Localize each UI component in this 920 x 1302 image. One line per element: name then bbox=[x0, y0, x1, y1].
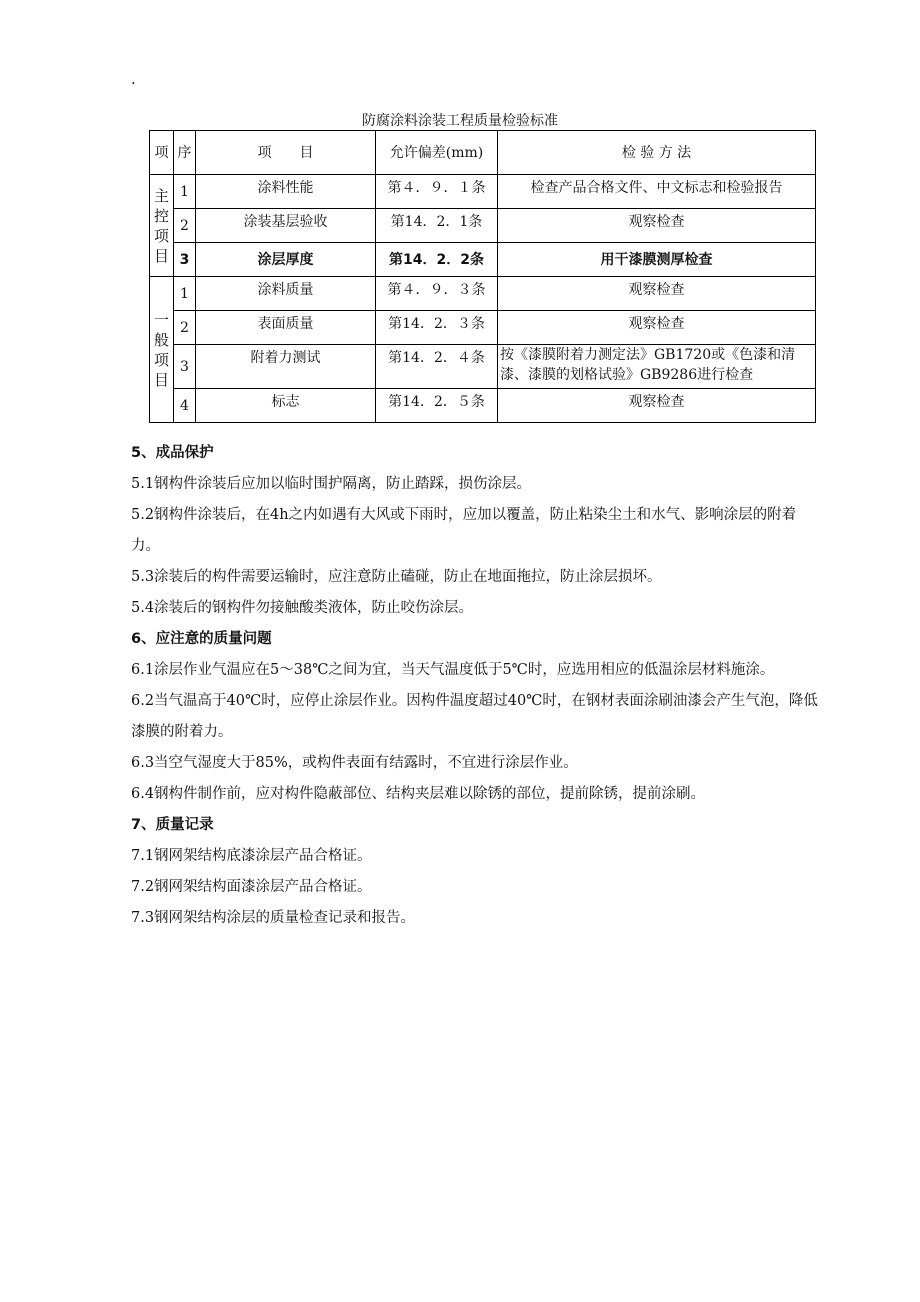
row-item: 附着力测试 bbox=[196, 345, 376, 389]
row-seq: 1 bbox=[174, 277, 196, 311]
section-heading-7: 7、质量记录 bbox=[131, 817, 214, 833]
leading-dot: . bbox=[131, 70, 136, 88]
section-heading-5: 5、成品保护 bbox=[131, 445, 214, 461]
paragraph-6-2: 6.2当气温高于40℃时，应停止涂层作业。因构件温度超过40℃时，在钢材表面涂刷油漆会产生气泡，降低漆膜的附着力。 bbox=[131, 693, 818, 740]
header-method: 检 验 方 法 bbox=[498, 131, 816, 175]
row-seq: 1 bbox=[174, 175, 196, 209]
table-row bbox=[150, 345, 816, 389]
row-item: 涂料质量 bbox=[196, 277, 376, 311]
row-tolerance: 第14．2．1条 bbox=[376, 209, 498, 243]
row-tolerance: 第14．2．５条 bbox=[376, 389, 498, 423]
header-seq: 序 bbox=[174, 131, 196, 175]
row-tolerance: 第14．2．４条 bbox=[376, 345, 498, 389]
paragraph-6-4: 6.4钢构件制作前，应对构件隐蔽部位、结构夹层难以除锈的部位，提前除锈，提前涂刷。 bbox=[131, 786, 706, 802]
document-body bbox=[131, 438, 821, 934]
table-row bbox=[150, 243, 816, 277]
paragraph-7-3: 7.3钢网架结构涂层的质量检查记录和报告。 bbox=[131, 910, 416, 926]
row-method: 观察检查 bbox=[498, 277, 816, 311]
row-tolerance: 第14．2．2条 bbox=[376, 243, 498, 277]
row-method: 用干漆膜测厚检查 bbox=[498, 243, 816, 277]
paragraph-7-1: 7.1钢网架结构底漆涂层产品合格证。 bbox=[131, 848, 372, 864]
row-method: 检查产品合格文件、中文标志和检验报告 bbox=[498, 175, 816, 209]
inspection-standard-table bbox=[149, 130, 816, 423]
table-title: 防腐涂料涂装工程质量检验标准 bbox=[362, 113, 558, 129]
paragraph-6-1: 6.1涂层作业气温应在5～38℃之间为宜，当天气温度低于5℃时，应选用相应的低温涂层材料施涂。 bbox=[131, 662, 775, 678]
header-category: 项 bbox=[150, 131, 174, 175]
paragraph-5-4: 5.4涂装后的钢构件勿接触酸类液体，防止咬伤涂层。 bbox=[131, 600, 474, 616]
header-tolerance: 允许偏差(mm) bbox=[376, 131, 498, 175]
paragraph-5-2: 5.2钢构件涂装后，在4h之内如遇有大风或下雨时，应加以覆盖，防止粘染尘土和水气、影响涂层的附着力。 bbox=[131, 507, 797, 554]
row-method: 观察检查 bbox=[498, 209, 816, 243]
table-row bbox=[150, 175, 816, 209]
row-seq: 4 bbox=[174, 389, 196, 423]
paragraph-5-3: 5.3涂装后的构件需要运输时，应注意防止磕碰，防止在地面拖拉，防止涂层损坏。 bbox=[131, 569, 662, 585]
row-method: 按《漆膜附着力测定法》GB1720或《色漆和清漆、漆膜的划格试验》GB9286进行检查 bbox=[498, 345, 816, 389]
paragraph-7-2: 7.2钢网架结构面漆涂层产品合格证。 bbox=[131, 879, 372, 895]
row-tolerance: 第14．2．３条 bbox=[376, 311, 498, 345]
row-seq: 2 bbox=[174, 209, 196, 243]
row-tolerance: 第４．９．１条 bbox=[376, 175, 498, 209]
row-seq: 3 bbox=[174, 345, 196, 389]
table-row bbox=[150, 209, 816, 243]
table-row bbox=[150, 389, 816, 423]
general-group-label: 一 般 项 目 bbox=[150, 277, 174, 423]
table-header-row bbox=[150, 131, 816, 175]
row-item: 涂料性能 bbox=[196, 175, 376, 209]
row-tolerance: 第４．９．３条 bbox=[376, 277, 498, 311]
row-item: 涂层厚度 bbox=[196, 243, 376, 277]
row-item: 标志 bbox=[196, 389, 376, 423]
paragraph-6-3: 6.3当空气湿度大于85%，或构件表面有结露时，不宜进行涂层作业。 bbox=[131, 755, 578, 771]
table-row bbox=[150, 311, 816, 345]
table-row bbox=[150, 277, 816, 311]
row-seq: 3 bbox=[174, 243, 196, 277]
main-control-group-label: 主 控 项 目 bbox=[150, 175, 174, 277]
paragraph-5-1: 5.1钢构件涂装后应加以临时围护隔离，防止踏踩，损伤涂层。 bbox=[131, 476, 532, 492]
row-method: 观察检查 bbox=[498, 311, 816, 345]
header-item: 项 目 bbox=[196, 131, 376, 175]
row-seq: 2 bbox=[174, 311, 196, 345]
section-heading-6: 6、应注意的质量问题 bbox=[131, 631, 272, 647]
row-method: 观察检查 bbox=[498, 389, 816, 423]
row-item: 表面质量 bbox=[196, 311, 376, 345]
row-item: 涂装基层验收 bbox=[196, 209, 376, 243]
